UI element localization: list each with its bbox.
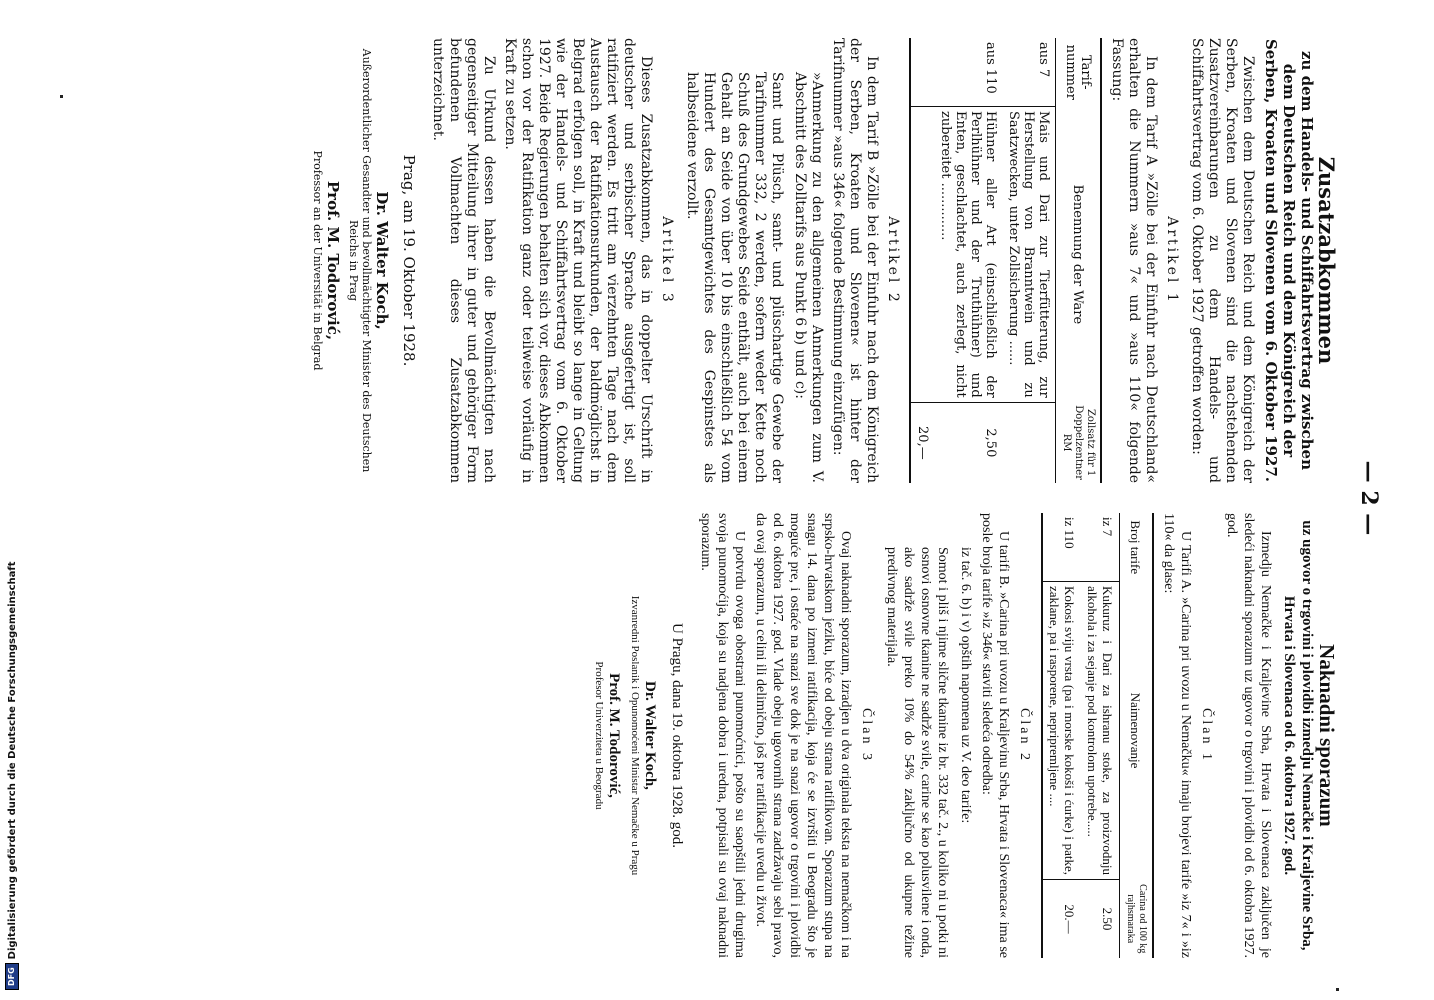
tariff-duty: 20.— <box>1042 880 1081 959</box>
serbian-art2-note-text: Somot i pliš i njime slične tkanine iz br. 332 tač. 2., u koliko ni u potki ni osnovi osnovne tkanine ne sadrže svile, carine se kao polusvilene i onda, ako sadrže svile preko 10% do 54% zaključno od ukupne težine predivnog materijala. <box>884 547 950 958</box>
serbian-art3-closing: U potvrdu ovoga obostrani punomoćnici, pošto su saopštili jedni drugima svoja punomoćija, koja su nadjena dobra i uredna, potpisali su ovaj naknadni sporazum. <box>698 513 747 958</box>
serbian-art3-text: Ovaj naknadni sporazum, izradjen u dva originala teksta na nemačkom i na srpsko-hrvatskom jeziku, biće od obeju strana ratifikovan. Sporazum stupa na snagu 14. dana po izmeni ratifikacija, koja će se izvršiti u Beogradu što je moguće pre, i ostaće na snazi sve dok je na snazi ugovor o trgovini i plovidbi od 6. oktobra 1927. god. Vlade obeju ugovornih strana zadržavaju sebi pravo, da ovaj sporazum, u celini ili delimično, još pre ratifikacije uvedu u život. <box>753 513 853 958</box>
digitization-footer <box>4 390 20 990</box>
rotated-document <box>110 18 1390 978</box>
table-header-num: Tarif-nummer <box>1056 38 1102 107</box>
german-art1-text: In dem Tarif A »Zölle bei der Einfuhr nach Deutschland« erhalten die Nummern »aus 7« und »aus 110« folgende Fassung: <box>1109 38 1159 483</box>
german-art3-closing: Zu Urkund dessen haben die Bevollmächtigten nach gegenseitiger Mitteilung ihrer in guter und gehöriger Form befundenen Vollmachten dieses Zusatzabkommen unterzeichnet. <box>430 38 497 483</box>
tariff-duty: 20,— <box>910 402 934 483</box>
table-header-duty: Zollsatz für 1 Doppelzentner RM <box>1056 402 1102 483</box>
footer-text: Digitalisierung gefördert durch die Deutsche Forschungsgemeinschaft <box>6 561 18 960</box>
tariff-description: Hühner aller Art (einschließlich der Perlhühner und der Truthühner) und Enten, geschlachtet, auch zerlegt, nicht zubereitet .............. <box>934 107 1002 403</box>
german-art1-heading: Artikel 1 <box>1164 216 1180 305</box>
german-subtitle: zu dem Handels- und Schiffahrtsvertrag zwischen dem Deutschen Reich und dem Königreich der Serben, Kroaten und Slovenen vom 6. Oktober 1927. <box>1262 38 1316 483</box>
german-intro: Zwischen dem Deutschen Reich und dem Königreich der Serben, Kroaten und Slovenen sind die nachstehenden Zusatzvereinbarungen zu dem Handels- und Schiffahrtsvertrag vom 6. Oktober 1927 getroffen worden: <box>1189 38 1256 483</box>
page-number: — 2 — <box>1356 460 1382 536</box>
serbian-signer-koch: Dr. Walter Koch, <box>642 681 658 790</box>
german-art2-heading: Artikel 2 <box>885 216 901 305</box>
tariff-number: aus 7 <box>1036 42 1051 78</box>
serbian-art3-heading: Član 3 <box>859 708 874 763</box>
tariff-description <box>910 107 934 403</box>
serbian-art2-heading: Član 2 <box>1017 708 1032 763</box>
table-row <box>910 38 934 483</box>
scan-speck <box>60 95 63 98</box>
tariff-number: iz 7 <box>1100 517 1115 537</box>
serbian-art1-text: U Tarifi A. »Carina pri uvozu u Nemačku« imaju brojevi tarife »iz 7« i »iz 110« da glase: <box>1161 513 1193 958</box>
scan-speck <box>1336 988 1339 991</box>
german-art3-heading: Artikel 3 <box>659 216 675 305</box>
german-art3-text: Dieses Zusatzabkommen, das in doppelter Urschrift in deutscher und serbischer Sprache ausgefertigt ist, soll ratifiziert werden. Es tritt am vierzehnten Tage nach dem Austausch der Ratifikationsurkunden, der baldmöglichst in Belgrad erfolgen soll, in Kraft und bleibt so lange in Geltung wie der Handels- und Schiffahrtsvertrag vom 6. Oktober 1927. Beide Regierungen behalten sich vor, dieses Abkommen schon vor der Ratifikation ganz oder teilweise vorläufig in Kraft zu setzen. <box>502 38 654 483</box>
german-title: Zusatzabkommen <box>1314 156 1339 365</box>
serbian-art1-heading: Član 1 <box>1199 708 1214 763</box>
tariff-number <box>910 38 934 107</box>
tariff-duty <box>1002 402 1056 483</box>
tariff-duty: 2.50 <box>1081 880 1120 959</box>
tariff-number: aus 110 <box>983 42 998 94</box>
table-header-duty: Carina od 100 kg rajhsmaraka <box>1120 880 1154 959</box>
german-signer-koch: Dr. Walter Koch, <box>373 191 391 330</box>
serbian-date: U Pragu, dana 19. oktobra 1928. god. <box>669 623 685 848</box>
german-column <box>185 38 1339 483</box>
german-signer-todorovic: Prof. M. Todorović, <box>324 180 342 341</box>
table-row <box>1042 513 1081 958</box>
serbian-title: Naknadni sporazum <box>1315 644 1339 827</box>
tariff-description: Mais und Dari zur Tierfütterung, zur Herstellung von Branntwein und zu Saatzwecken, unter Zollsicherung ...... <box>1002 107 1056 403</box>
table-row <box>934 38 1002 483</box>
table-row <box>1081 513 1120 958</box>
serbian-column <box>185 513 1339 958</box>
german-signer-koch-role: Außerordentlicher Gesandter und bevollmächtigter Minister des Deutschen Reichs in Prag <box>347 48 373 473</box>
german-art2-note-heading: »Anmerkung zu den allgemeinen Anmerkungen zum V. Abschnitt des Zolltarifs aus Punkt 6 b) und c): <box>792 72 825 483</box>
serbian-subtitle: uz ugovor o trgovini i plovidbi izmedju Nemačke i Kraljevine Srba, Hrvata i Slovenaca od 6. oktobra 1927. god. <box>1281 520 1315 951</box>
tariff-number: iz 110 <box>1042 513 1081 582</box>
table-header-desc: Naimenovanje <box>1120 582 1154 880</box>
serbian-signer-koch-role: Izvanredni Poslanik i Opunomoćeni Ministar Nemačke u Pragu <box>629 595 641 876</box>
serbian-intro: Izmedju Nemačke i Kraljevine Srba, Hrvata i Slovenaca zaključen je sledeći naknadni sporazum uz ugovor o trgovini i plovidbi od 6. oktobra 1927. god. <box>1224 513 1273 958</box>
serbian-art2-text: U tarifi B. »Carina pri uvozu u Kraljevinu Srba, Hrvata i Slovenaca« ima se posle broja tarife »iz 346« staviti sledeća odredba: <box>979 513 1011 958</box>
serbian-art2-note-heading: iz tač. 6. b) i v) opštih napomena uz V. deo tarife: <box>958 547 973 824</box>
german-art2-note-text: Samt und Plüsch, samt- und plüschartige Gewebe der Tarifnummer 332, 2 werden, sofern weder Kette noch Schuß des Grundgewebes Seide enthält, auch bei einem Gehalt an Seide von über 10 bis einschließlich 54 vom Hundert des Gesamtgewichtes des Gespinstes als halbseidene verzollt. <box>684 72 785 483</box>
serbian-signer-todorovic: Prof. M. Todorović, <box>606 673 622 798</box>
tariff-duty: 2,50 <box>934 402 1002 483</box>
german-art2-text: In dem Tarif B »Zölle bei der Einfuhr nach dem Königreich der Serben, Kroaten und Slovenen« ist hinter der Tarifnummer »aus 346« folgende Bestimmung einzufügen: <box>830 38 880 483</box>
dfg-logo-icon: DFG <box>5 963 19 990</box>
german-date: Prag, am 19. Oktober 1928. <box>400 154 418 367</box>
serbian-signer-todorovic-role: Profesor Univerziteta u Beogradu <box>593 661 605 810</box>
german-tariff-table <box>909 38 1102 483</box>
tariff-description: Kokosi sviju vrsta (pa i morske kokoši i ćurke) i patke, zaklane, pa i rasporene, nepripremljene .... <box>1042 582 1081 880</box>
german-signer-todorovic-role: Professor an der Universität in Belgrad <box>311 150 324 371</box>
tariff-description: Kukuruz i Dari za ishranu stoke, za proizvodnju alkohola i za sejanje pod kontrolom upotrebe..... <box>1081 582 1120 880</box>
table-header-desc: Benennung der Ware <box>1056 107 1102 403</box>
table-row <box>1002 38 1056 483</box>
serbian-tariff-table <box>1041 513 1154 958</box>
table-header-num: Broj tarife <box>1120 513 1154 582</box>
